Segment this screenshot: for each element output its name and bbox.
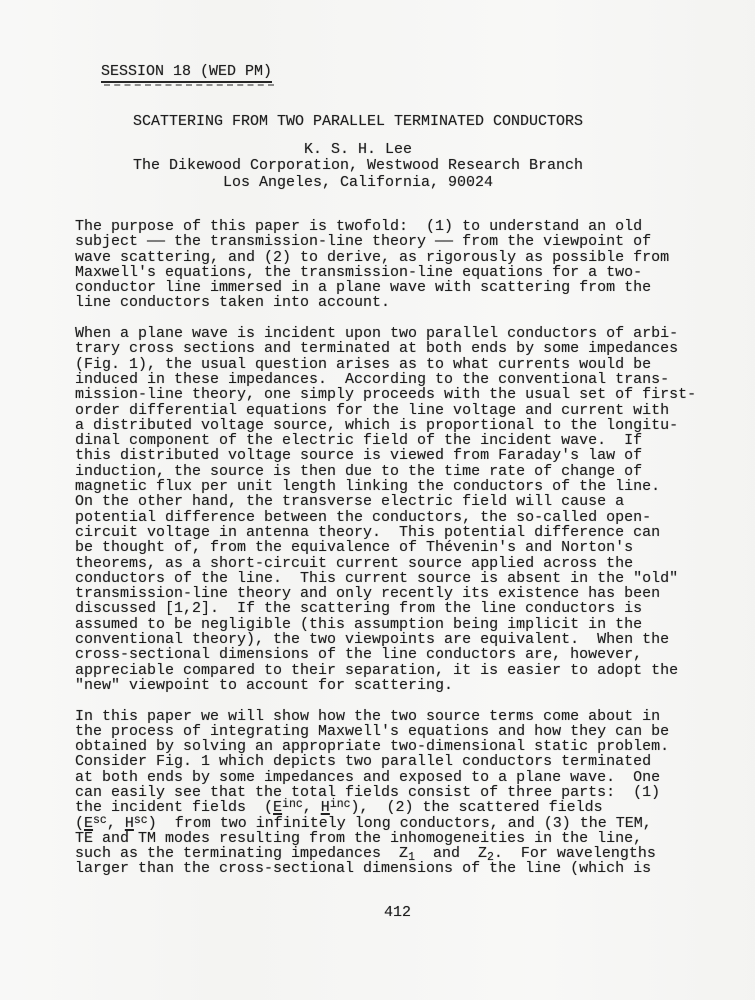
text-line: In this paper we will show how the two source terms come about in xyxy=(75,707,661,725)
text-line: magnetic flux per unit length linking the conductors of the line. xyxy=(75,478,661,496)
text-line: order differential equations for the line voltage and current with xyxy=(75,401,670,419)
text-line: obtained by solving an appropriate two-dimensional static problem. xyxy=(75,738,670,756)
text-line: appreciable compared to their separation, it is easier to adopt the xyxy=(75,661,679,679)
paragraph xyxy=(75,709,715,877)
text-line: discussed [1,2]. If the scattering from the line conductors is xyxy=(75,600,643,618)
text-line: wave scattering, and (2) to derive, as rigorously as possible from xyxy=(75,248,670,266)
text-line: subject —— the transmission-line theory —— from the viewpoint of xyxy=(75,233,652,251)
text-line: dinal component of the electric field of the incident wave. If xyxy=(75,432,643,450)
text-line: the incident fields ($E^{inc}$, $H^{inc}$), (2) the scattered fields xyxy=(75,798,603,817)
text-line: potential difference between the conductors, the so-called open- xyxy=(75,508,652,526)
text-line: this distributed voltage source is viewed from Faraday's law of xyxy=(75,447,643,465)
text-line: assumed to be negligible (this assumption being implicit in the xyxy=(75,615,643,633)
page-number: 412 xyxy=(384,904,412,921)
text-line: Consider Fig. 1 which depicts two parallel conductors terminated xyxy=(75,753,652,771)
text-line: trary cross sections and terminated at both ends by some impedances xyxy=(75,340,679,358)
paper-title: SCATTERING FROM TWO PARALLEL TERMINATED CONDUCTORS xyxy=(132,113,584,130)
affiliation-location: Los Angeles, California, 90024 xyxy=(222,174,494,191)
text-line: circuit voltage in antenna theory. This potential difference can xyxy=(75,523,661,541)
author-name: K. S. H. Lee xyxy=(303,141,413,158)
text-line: transmission-line theory and only recently its existence has been xyxy=(75,585,661,603)
text-line: can easily see that the total fields consist of three parts: (1) xyxy=(75,783,661,801)
text-line: theorems, as a short-circuit current source applied across the xyxy=(75,554,634,572)
text-line: line conductors taken into account. xyxy=(75,294,391,312)
text-line: (Fig. 1), the usual question arises as to what currents would be xyxy=(75,355,652,373)
text-line: at both ends by some impedances and exposed to a plane wave. One xyxy=(75,768,661,786)
session-header: SESSION 18 (WED PM) xyxy=(101,64,272,83)
text-line: Maxwell's equations, the transmission-line equations for a two- xyxy=(75,263,643,281)
text-line: conventional theory), the two viewpoints are equivalent. When the xyxy=(75,631,670,649)
text-line: conductor line immersed in a plane wave with scattering from the xyxy=(75,279,652,297)
author-affiliation: The Dikewood Corporation, Westwood Research Branch xyxy=(132,157,584,174)
text-line: mission-line theory, one simply proceeds with the usual set of first- xyxy=(75,386,697,404)
text-line: conductors of the line. This current source is absent in the "old" xyxy=(75,569,679,587)
text-line: induced in these impedances. According to the conventional trans- xyxy=(75,370,670,388)
text-line: induction, the source is then due to the time rate of change of xyxy=(75,462,643,480)
text-line: cross-sectional dimensions of the line conductors are, however, xyxy=(75,646,643,664)
text-line: ($E^{sc}$, $H^{sc}$) from two infinitely long conductors, and (3) the TEM, xyxy=(75,813,652,832)
text-line: such as the terminating impedances $Z_1$ and $Z_2$. For wavelengths xyxy=(75,845,656,865)
text-line: TE and TM modes resulting from the inhomogeneities in the line, xyxy=(75,829,643,847)
text-line: When a plane wave is incident upon two parallel conductors of arbi- xyxy=(75,325,679,343)
text-line: On the other hand, the transverse electric field will cause a xyxy=(75,493,625,511)
text-line: The purpose of this paper is twofold: (1) to understand an old xyxy=(75,218,643,235)
text-line: a distributed voltage source, which is proportional to the longitu- xyxy=(75,416,679,434)
text-line: the process of integrating Maxwell's equations and how they can be xyxy=(75,722,670,740)
text-line: larger than the cross-sectional dimensions of the line (which is xyxy=(75,860,652,878)
text-line: "new" viewpoint to account for scattering. xyxy=(75,676,454,694)
abstract-body xyxy=(75,219,715,877)
paragraph xyxy=(75,219,715,311)
text-line: be thought of, from the equivalence of Thévenin's and Norton's xyxy=(75,539,634,557)
paragraph xyxy=(75,326,715,693)
